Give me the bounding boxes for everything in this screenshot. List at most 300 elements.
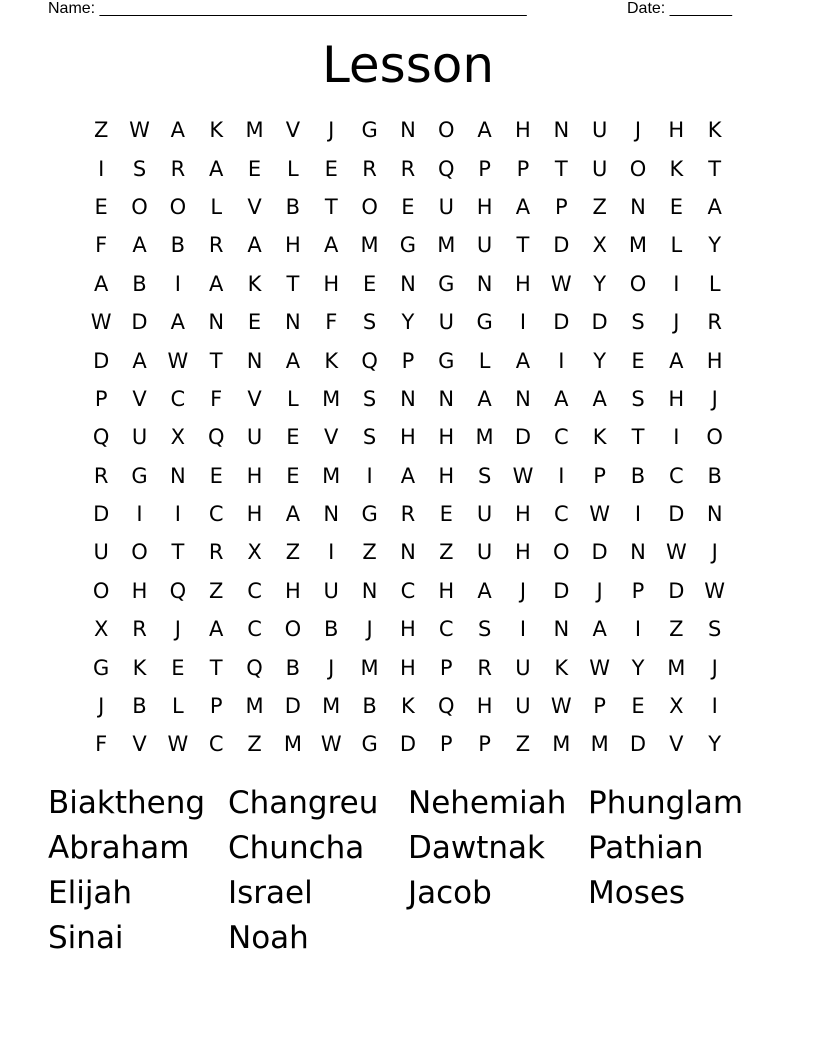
grid-letter: A <box>132 233 147 258</box>
grid-letter: G <box>438 348 455 373</box>
grid-letter: A <box>554 386 569 411</box>
grid-letter: C <box>208 732 224 757</box>
grid-letter: S <box>708 617 722 642</box>
page-title: Lesson <box>321 36 495 94</box>
grid-letter: K <box>669 156 684 181</box>
grid-letter: N <box>630 540 646 565</box>
grid-row <box>82 725 734 763</box>
word-list-item: Sinai <box>48 920 124 956</box>
grid-letter: I <box>174 271 181 296</box>
grid-letter: O <box>92 578 110 603</box>
grid-letter: Z <box>515 732 531 757</box>
grid-letter: W <box>665 540 687 565</box>
grid-letter: I <box>174 502 181 527</box>
grid-row <box>82 457 734 495</box>
grid-letter: U <box>438 194 454 219</box>
grid-letter: U <box>476 540 493 565</box>
grid-letter: M <box>322 386 341 411</box>
grid-letter: I <box>366 463 373 488</box>
grid-letter: Z <box>439 540 454 565</box>
grid-letter: Z <box>209 578 224 603</box>
grid-letter: K <box>707 118 722 143</box>
grid-letter: I <box>519 617 527 642</box>
grid-letter: C <box>438 617 454 642</box>
grid-letter: J <box>328 655 335 680</box>
grid-letter: K <box>247 271 262 296</box>
grid-letter: H <box>284 233 301 258</box>
word-list-item: Noah <box>228 920 309 956</box>
grid-letter: P <box>593 694 606 719</box>
grid-letter: H <box>515 502 531 527</box>
grid-letter: V <box>285 118 301 143</box>
grid-row <box>82 687 734 725</box>
grid-letter: G <box>438 271 455 296</box>
grid-letter: J <box>328 118 335 143</box>
grid-letter: D <box>668 502 685 527</box>
grid-letter: M <box>552 732 571 757</box>
grid-letter: I <box>136 502 143 527</box>
grid-letter: Y <box>593 271 607 296</box>
grid-letter: P <box>401 348 415 373</box>
grid-letter: O <box>284 617 302 642</box>
grid-letter: G <box>361 502 378 527</box>
grid-letter: A <box>477 578 492 603</box>
grid-letter: C <box>247 617 262 642</box>
grid-letter: B <box>132 694 147 719</box>
grid-letter: K <box>324 348 339 373</box>
grid-letter: W <box>589 502 611 527</box>
grid-letter: A <box>515 348 531 373</box>
grid-letter: C <box>553 502 569 527</box>
word-list-item: Changreu <box>228 785 379 821</box>
grid-letter: P <box>209 694 223 719</box>
grid-letter: B <box>324 617 339 642</box>
grid-row <box>82 495 734 533</box>
grid-letter: N <box>476 271 493 296</box>
grid-letter: M <box>667 655 686 680</box>
grid-letter: E <box>362 271 377 296</box>
grid-letter: V <box>132 386 147 411</box>
grid-letter: C <box>247 578 262 603</box>
grid-letter: K <box>554 655 569 680</box>
grid-letter: U <box>476 502 493 527</box>
grid-letter: A <box>285 502 301 527</box>
grid-letter: E <box>286 425 300 450</box>
grid-letter: Y <box>593 348 607 373</box>
grid-letter: A <box>477 118 492 143</box>
grid-letter: Z <box>592 194 607 219</box>
grid-row <box>82 226 734 264</box>
grid-letter: R <box>170 156 186 181</box>
grid-letter: D <box>93 502 110 527</box>
word-list-item: Israel <box>228 875 313 911</box>
grid-letter: S <box>477 617 492 642</box>
grid-letter: O <box>131 540 148 565</box>
grid-letter: E <box>209 463 223 488</box>
grid-letter: Q <box>92 425 110 450</box>
grid-letter: H <box>476 694 493 719</box>
grid-letter: H <box>400 617 416 642</box>
grid-letter: Z <box>247 732 262 757</box>
grid-letter: Q <box>207 425 225 450</box>
grid-letter: L <box>478 348 491 373</box>
grid-letter: I <box>634 617 642 642</box>
grid-letter: C <box>400 578 416 603</box>
grid-letter: N <box>400 386 416 411</box>
grid-letter: V <box>132 732 147 757</box>
grid-letter: O <box>438 118 455 143</box>
grid-letter: C <box>208 502 224 527</box>
grid-letter: N <box>553 617 570 642</box>
grid-letter: L <box>287 156 299 181</box>
grid-letter: W <box>704 578 726 603</box>
grid-letter: M <box>245 694 264 719</box>
grid-letter: R <box>208 233 224 258</box>
grid-letter: X <box>669 694 684 719</box>
grid-letter: U <box>323 578 339 603</box>
grid-letter: X <box>592 233 607 258</box>
grid-letter: R <box>707 310 722 335</box>
grid-letter: W <box>167 732 189 757</box>
grid-letter: A <box>170 118 186 143</box>
grid-letter: Q <box>438 694 455 719</box>
grid-letter: Y <box>631 655 645 680</box>
word-list-item: Abraham <box>48 830 190 866</box>
grid-letter: N <box>438 386 455 411</box>
grid-letter: Q <box>246 655 263 680</box>
grid-letter: N <box>706 502 723 527</box>
grid-letter: G <box>361 732 378 757</box>
grid-letter: D <box>553 578 570 603</box>
grid-letter: U <box>476 233 493 258</box>
grid-letter: U <box>515 694 531 719</box>
grid-letter: P <box>439 655 453 680</box>
grid-letter: U <box>93 540 109 565</box>
grid-letter: L <box>210 194 223 219</box>
grid-letter: G <box>399 233 417 258</box>
grid-letter: O <box>629 271 647 296</box>
grid-row <box>82 341 734 379</box>
grid-letter: N <box>400 271 416 296</box>
grid-letter: W <box>129 118 150 143</box>
grid-letter: U <box>246 425 263 450</box>
grid-letter: F <box>325 310 338 335</box>
grid-letter: W <box>550 271 572 296</box>
grid-row <box>82 648 734 686</box>
grid-letter: N <box>400 118 416 143</box>
grid-letter: C <box>553 425 569 450</box>
grid-letter: D <box>591 310 608 335</box>
grid-letter: E <box>94 194 108 219</box>
grid-letter: G <box>476 310 493 335</box>
grid-letter: G <box>361 118 378 143</box>
word-list-item: Phunglam <box>588 785 744 821</box>
grid-letter: H <box>246 502 263 527</box>
grid-letter: H <box>515 540 531 565</box>
grid-letter: R <box>400 156 416 181</box>
word-list-item: Nehemiah <box>408 785 567 821</box>
grid-letter: S <box>631 386 645 411</box>
grid-letter: I <box>98 156 105 181</box>
grid-letter: M <box>360 655 379 680</box>
grid-letter: U <box>591 118 608 143</box>
grid-letter: D <box>93 348 110 373</box>
grid-letter: E <box>631 694 645 719</box>
grid-letter: A <box>324 233 339 258</box>
grid-letter: M <box>322 694 341 719</box>
grid-row <box>82 572 734 610</box>
grid-letter: A <box>209 156 224 181</box>
grid-letter: D <box>284 694 301 719</box>
grid-letter: Y <box>401 310 415 335</box>
word-list <box>48 781 768 961</box>
grid-letter: H <box>438 425 455 450</box>
grid-letter: K <box>132 655 147 680</box>
grid-letter: H <box>438 578 455 603</box>
grid-letter: A <box>132 348 147 373</box>
grid-letter: G <box>93 655 110 680</box>
grid-letter: M <box>360 233 379 258</box>
grid-letter: J <box>519 578 527 603</box>
grid-letter: U <box>131 425 148 450</box>
grid-letter: N <box>553 118 570 143</box>
grid-letter: A <box>592 617 607 642</box>
grid-letter: A <box>707 194 722 219</box>
word-search-grid <box>82 111 734 764</box>
grid-letter: Q <box>438 156 455 181</box>
grid-letter: J <box>366 617 373 642</box>
grid-letter: I <box>558 463 565 488</box>
grid-row <box>82 380 734 418</box>
grid-letter: A <box>515 194 531 219</box>
grid-letter: P <box>439 732 453 757</box>
grid-letter: I <box>673 271 680 296</box>
grid-letter: H <box>706 348 723 373</box>
grid-letter: V <box>324 425 339 450</box>
word-list-item: Pathian <box>588 830 704 866</box>
grid-letter: S <box>362 310 377 335</box>
grid-letter: D <box>553 310 570 335</box>
grid-letter: J <box>98 694 105 719</box>
grid-letter: T <box>209 348 223 373</box>
grid-letter: W <box>589 655 611 680</box>
grid-letter: S <box>477 463 492 488</box>
grid-letter: N <box>400 540 416 565</box>
grid-letter: E <box>401 194 415 219</box>
grid-letter: H <box>515 118 531 143</box>
grid-letter: O <box>131 194 148 219</box>
grid-letter: E <box>439 502 453 527</box>
grid-letter: B <box>285 655 301 680</box>
grid-letter: H <box>131 578 148 603</box>
grid-letter: S <box>631 310 645 335</box>
grid-letter: O <box>169 194 187 219</box>
grid-letter: J <box>711 655 718 680</box>
grid-letter: T <box>324 194 338 219</box>
grid-letter: V <box>247 194 262 219</box>
grid-letter: W <box>550 694 572 719</box>
grid-letter: S <box>362 425 377 450</box>
grid-letter: I <box>673 425 680 450</box>
grid-letter: A <box>209 617 224 642</box>
grid-letter: X <box>170 425 186 450</box>
grid-letter: A <box>285 348 301 373</box>
grid-letter: N <box>361 578 378 603</box>
grid-letter: Y <box>708 732 722 757</box>
grid-letter: E <box>324 156 338 181</box>
grid-letter: I <box>519 310 527 335</box>
grid-letter: D <box>668 578 685 603</box>
grid-letter: T <box>631 425 645 450</box>
grid-row <box>82 111 734 149</box>
grid-letter: G <box>131 463 148 488</box>
grid-letter: Z <box>669 617 684 642</box>
grid-letter: E <box>631 348 645 373</box>
grid-letter: A <box>669 348 684 373</box>
grid-letter: M <box>437 233 456 258</box>
grid-letter: K <box>401 694 415 719</box>
grid-letter: F <box>95 233 108 258</box>
grid-letter: X <box>247 540 262 565</box>
grid-letter: N <box>170 463 186 488</box>
grid-letter: E <box>247 310 262 335</box>
grid-row <box>82 303 734 341</box>
grid-letter: C <box>668 463 684 488</box>
grid-letter: B <box>285 194 301 219</box>
grid-letter: H <box>668 118 685 143</box>
grid-letter: T <box>516 233 530 258</box>
grid-letter: L <box>708 271 721 296</box>
grid-letter: M <box>590 732 609 757</box>
grid-letter: R <box>400 502 416 527</box>
word-list-item: Biaktheng <box>48 785 206 821</box>
grid-letter: B <box>707 463 722 488</box>
grid-letter: P <box>94 386 108 411</box>
grid-letter: O <box>706 425 723 450</box>
grid-letter: F <box>210 386 223 411</box>
grid-letter: D <box>591 540 608 565</box>
grid-letter: L <box>172 694 184 719</box>
grid-letter: Q <box>169 578 187 603</box>
grid-letter: H <box>284 578 301 603</box>
grid-letter: D <box>553 233 570 258</box>
grid-row <box>82 188 734 226</box>
grid-letter: W <box>167 348 189 373</box>
grid-row <box>82 418 734 456</box>
grid-letter: Z <box>362 540 377 565</box>
grid-letter: N <box>323 502 340 527</box>
grid-letter: Y <box>708 233 722 258</box>
grid-letter: M <box>628 233 648 258</box>
grid-letter: H <box>400 655 416 680</box>
grid-letter: B <box>132 271 147 296</box>
grid-letter: T <box>171 540 185 565</box>
grid-letter: S <box>132 156 147 181</box>
grid-letter: W <box>512 463 534 488</box>
grid-letter: I <box>558 348 565 373</box>
grid-letter: P <box>554 194 568 219</box>
grid-letter: B <box>362 694 377 719</box>
grid-letter: H <box>668 386 685 411</box>
grid-letter: M <box>245 118 264 143</box>
grid-letter: V <box>247 386 262 411</box>
grid-letter: A <box>170 310 186 335</box>
grid-letter: O <box>361 194 378 219</box>
grid-letter: J <box>634 118 642 143</box>
grid-letter: R <box>93 463 109 488</box>
grid-letter: K <box>592 425 607 450</box>
grid-letter: D <box>131 310 148 335</box>
grid-letter: D <box>514 425 532 450</box>
grid-row <box>82 533 734 571</box>
grid-letter: N <box>208 310 225 335</box>
grid-letter: Z <box>285 540 301 565</box>
grid-letter: K <box>209 118 224 143</box>
grid-letter: T <box>554 156 568 181</box>
grid-letter: V <box>669 732 684 757</box>
grid-letter: N <box>630 194 646 219</box>
grid-letter: M <box>475 425 494 450</box>
grid-letter: H <box>438 463 455 488</box>
word-list-item: Moses <box>588 875 686 911</box>
word-list-item: Jacob <box>408 875 492 911</box>
grid-letter: H <box>323 271 340 296</box>
grid-letter: B <box>630 463 646 488</box>
grid-letter: H <box>476 194 493 219</box>
grid-letter: A <box>592 386 607 411</box>
grid-letter: N <box>246 348 263 373</box>
grid-letter: T <box>209 655 223 680</box>
grid-letter: A <box>247 233 262 258</box>
grid-letter: E <box>286 463 300 488</box>
grid-row <box>82 610 734 648</box>
grid-letter: H <box>400 425 416 450</box>
grid-letter: E <box>669 194 683 219</box>
grid-letter: D <box>399 732 416 757</box>
grid-letter: Z <box>93 118 109 143</box>
grid-letter: J <box>596 578 603 603</box>
word-list-item: Dawtnak <box>408 830 545 866</box>
grid-letter: W <box>320 732 342 757</box>
grid-row <box>82 149 734 187</box>
grid-letter: P <box>478 156 491 181</box>
grid-letter: T <box>286 271 300 296</box>
grid-letter: N <box>285 310 301 335</box>
date-field-label: Date: _______ <box>627 0 732 17</box>
grid-letter: W <box>90 310 112 335</box>
grid-letter: A <box>209 271 224 296</box>
grid-letter: R <box>477 655 492 680</box>
grid-letter: Q <box>361 348 378 373</box>
grid-letter: P <box>631 578 645 603</box>
grid-letter: U <box>515 655 531 680</box>
grid-letter: T <box>708 156 722 181</box>
grid-letter: H <box>246 463 263 488</box>
grid-letter: I <box>328 540 335 565</box>
grid-letter: B <box>170 233 186 258</box>
grid-letter: R <box>132 617 147 642</box>
grid-letter: U <box>438 310 454 335</box>
grid-letter: M <box>283 732 302 757</box>
grid-letter: A <box>400 463 416 488</box>
grid-letter: O <box>553 540 570 565</box>
grid-letter: R <box>208 540 224 565</box>
grid-letter: J <box>673 310 680 335</box>
grid-letter: P <box>516 156 530 181</box>
grid-letter: U <box>591 156 608 181</box>
grid-letter: L <box>287 386 299 411</box>
grid-letter: P <box>478 732 491 757</box>
